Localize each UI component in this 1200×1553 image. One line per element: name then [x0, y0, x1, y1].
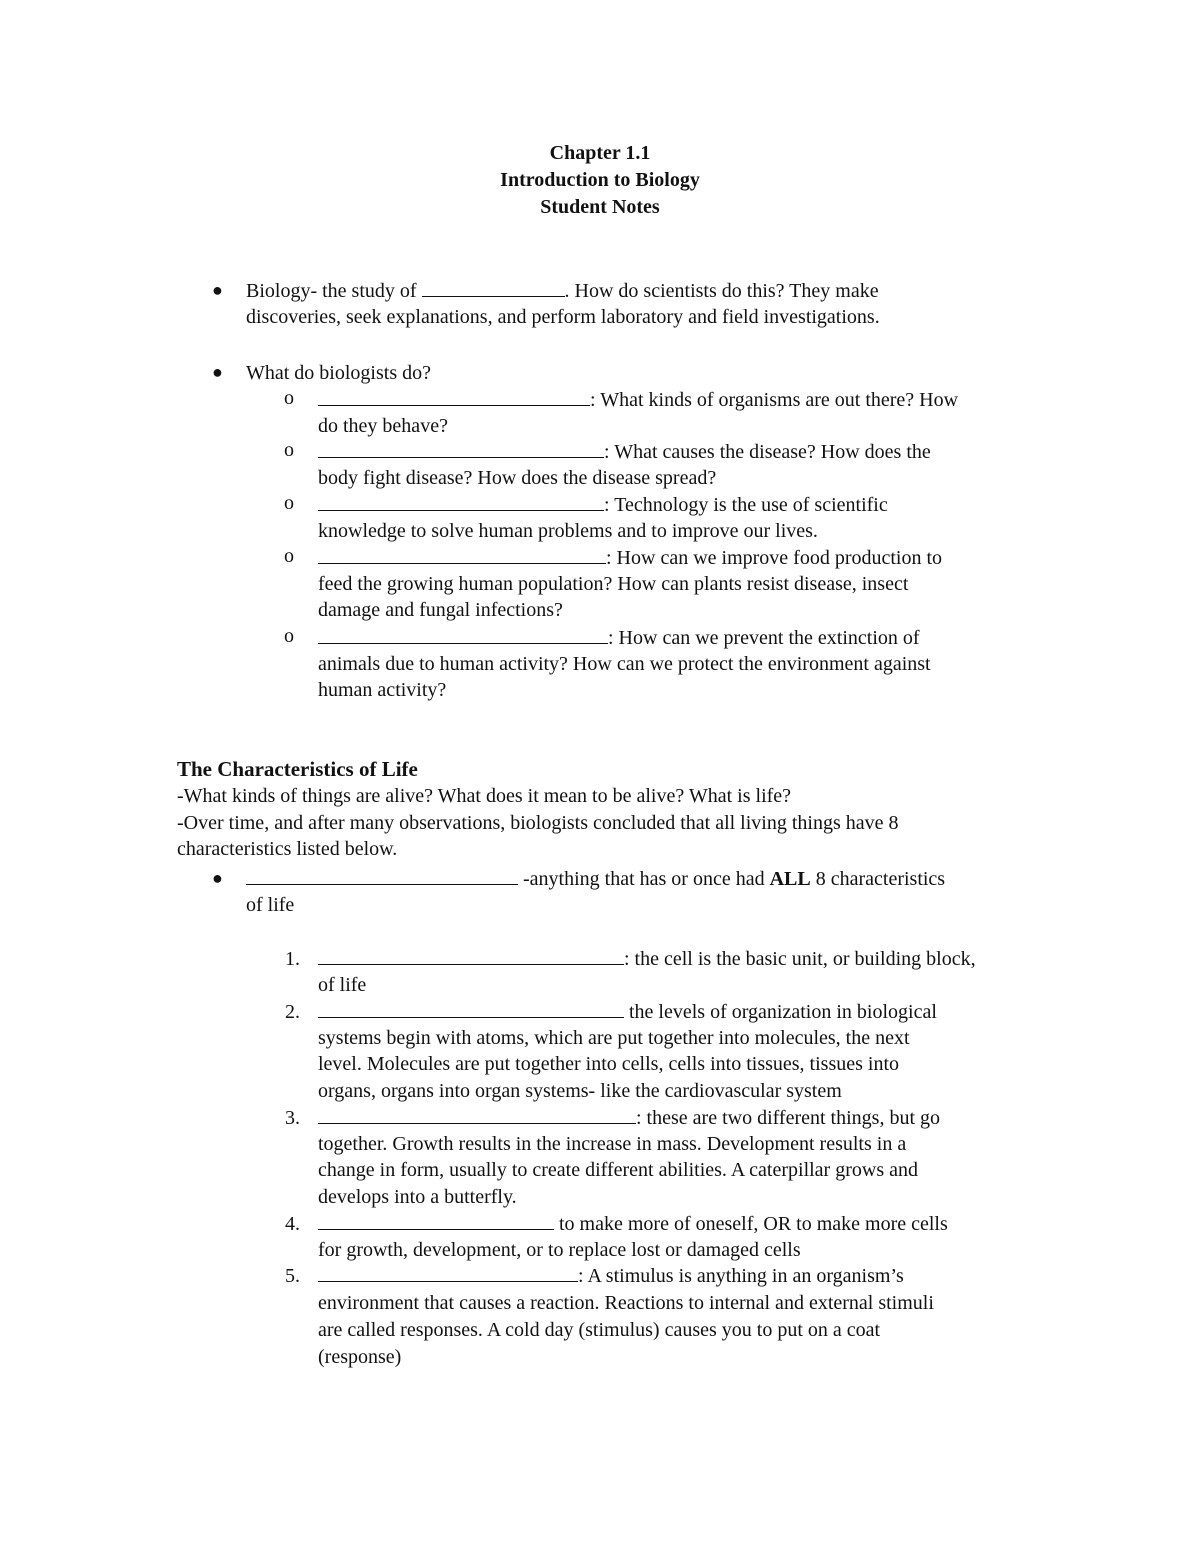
subitem-text: : How can we prevent the extinction of	[608, 627, 920, 649]
list-item-text: the levels of organization in biological	[624, 1001, 937, 1023]
fill-in-blank[interactable]	[318, 1263, 578, 1282]
list-item-line: (response)	[318, 1346, 402, 1368]
fill-in-blank[interactable]	[246, 866, 518, 885]
subitem-line	[318, 545, 942, 571]
list-number: 3.	[285, 1107, 300, 1129]
circle-bullet-icon: o	[284, 545, 294, 567]
biology-definition-text: Biology- the study of	[246, 280, 417, 302]
notes-title: Student Notes	[540, 196, 660, 218]
fill-in-blank[interactable]	[318, 387, 590, 406]
emphasis-text: ALL	[769, 868, 811, 890]
section-heading: The Characteristics of Life	[177, 757, 418, 781]
list-item-line: are called responses. A cold day (stimulus) causes you to put on a coat	[318, 1319, 881, 1341]
subitem-text: : What kinds of organisms are out there? How	[590, 389, 959, 411]
chapter-title: Chapter 1.1	[549, 142, 651, 164]
section-intro-line: characteristics listed below.	[177, 838, 398, 860]
subitem-text: : What causes the disease? How does the	[604, 441, 931, 463]
list-item	[318, 1211, 948, 1237]
list-item-line: of life	[318, 974, 367, 996]
subitem-line	[318, 625, 920, 651]
list-item-line: systems begin with atoms, which are put together into molecules, the next	[318, 1027, 910, 1049]
fill-in-blank[interactable]	[318, 625, 608, 644]
subitem-line: knowledge to solve human problems and to improve our lives.	[318, 520, 818, 542]
biology-question-text: . How do scientists do this? They make	[564, 280, 879, 302]
circle-bullet-icon: o	[284, 492, 294, 514]
fill-in-blank[interactable]	[318, 946, 624, 965]
fill-in-blank[interactable]	[318, 545, 606, 564]
section-intro-line: -What kinds of things are alive? What does it mean to be alive? What is life?	[177, 785, 792, 807]
list-number: 1.	[285, 948, 300, 970]
list-item-line: develops into a butterfly.	[318, 1186, 517, 1208]
list-item	[318, 1263, 904, 1289]
list-item-line: for growth, development, or to replace lost or damaged cells	[318, 1239, 801, 1261]
list-item-line: environment that causes a reaction. Reactions to internal and external stimuli	[318, 1292, 934, 1314]
topic-title: Introduction to Biology	[500, 169, 700, 191]
definition-text: -anything that has or once had	[518, 868, 770, 890]
subitem-line	[318, 439, 931, 465]
list-item-line: together. Growth results in the increase in mass. Development results in a	[318, 1133, 907, 1155]
list-item-text: to make more of oneself, OR to make more cells	[554, 1213, 948, 1235]
organism-definition-line	[246, 866, 945, 892]
list-number: 4.	[285, 1213, 300, 1235]
list-item	[318, 1105, 940, 1131]
subitem-line	[318, 387, 958, 413]
fill-in-blank[interactable]	[422, 278, 565, 297]
bullet-icon: ●	[212, 362, 223, 382]
subitem-line: human activity?	[318, 679, 447, 701]
organism-definition-line-2: of life	[246, 894, 295, 916]
definition-text: 8 characteristics	[810, 868, 946, 890]
subitem-line	[318, 492, 888, 518]
list-item-text: : the cell is the basic unit, or building block,	[624, 948, 976, 970]
subitem-text: : Technology is the use of scientific	[604, 494, 888, 516]
list-item	[318, 946, 976, 972]
fill-in-blank[interactable]	[318, 439, 604, 458]
biologists-question: What do biologists do?	[246, 362, 431, 384]
subitem-line: animals due to human activity? How can we protect the environment against	[318, 653, 931, 675]
fill-in-blank[interactable]	[318, 492, 604, 511]
subitem-line: feed the growing human population? How can plants resist disease, insect	[318, 573, 909, 595]
fill-in-blank[interactable]	[318, 1105, 636, 1124]
fill-in-blank[interactable]	[318, 999, 624, 1018]
list-item-line: organs, organs into organ systems- like the cardiovascular system	[318, 1080, 842, 1102]
document-title-block	[0, 140, 1200, 221]
circle-bullet-icon: o	[284, 387, 294, 409]
list-item	[318, 999, 937, 1025]
list-item-text: : these are two different things, but go	[636, 1107, 941, 1129]
list-item-text: : A stimulus is anything in an organism’s	[578, 1265, 904, 1287]
subitem-text: : How can we improve food production to	[606, 547, 943, 569]
subitem-line: damage and fungal infections?	[318, 599, 563, 621]
list-item-line: level. Molecules are put together into cells, cells into tissues, tissues into	[318, 1053, 899, 1075]
circle-bullet-icon: o	[284, 625, 294, 647]
bullet-icon: ●	[212, 868, 223, 888]
list-number: 2.	[285, 1001, 300, 1023]
section-intro-line: -Over time, and after many observations, biologists concluded that all living things have 8	[177, 812, 899, 834]
biology-definition-line	[246, 278, 879, 304]
biology-definition-line-2: discoveries, seek explanations, and perform laboratory and field investigations.	[246, 306, 880, 328]
fill-in-blank[interactable]	[318, 1211, 554, 1230]
bullet-icon: ●	[212, 280, 223, 300]
list-number: 5.	[285, 1265, 300, 1287]
circle-bullet-icon: o	[284, 439, 294, 461]
list-item-line: change in form, usually to create different abilities. A caterpillar grows and	[318, 1159, 918, 1181]
subitem-line: body fight disease? How does the disease spread?	[318, 467, 717, 489]
subitem-line: do they behave?	[318, 415, 448, 437]
